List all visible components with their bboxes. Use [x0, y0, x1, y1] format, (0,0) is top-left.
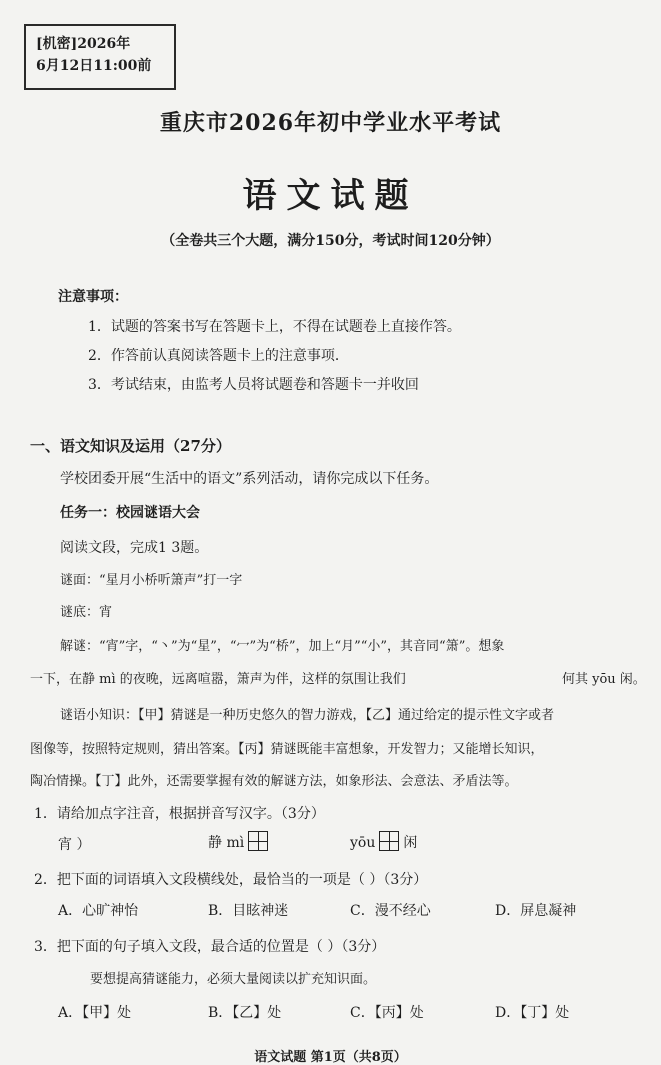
question-1-part-c-label: yōu: [350, 835, 376, 851]
knowledge-line-2: 图像等，按照特定规则，猜出答案。【丙】猜谜既能丰富想象，开发智力；又能增长知识，: [30, 742, 544, 757]
section-1-heading: 一、语文知识及运用（27分）: [30, 437, 231, 455]
explain-line-2b: 何其 yōu 闲。: [562, 672, 646, 687]
notes-item-1: 1．试题的答案书写在答题卡上，不得在试题卷上直接作答。: [88, 319, 461, 335]
task-1-title: 任务一：校园谜语大会: [60, 505, 200, 521]
question-2-option-c[interactable]: C．漫不经心: [350, 903, 431, 919]
question-2-option-d[interactable]: D．屏息凝神: [495, 903, 577, 919]
question-1-part-a: 宵 ）: [58, 837, 91, 853]
notes-item-2: 2．作答前认真阅读答题卡上的注意事项．: [88, 348, 349, 364]
read-instruction: 阅读文段，完成1 3题。: [60, 540, 209, 556]
subject-title: 语文试题: [242, 176, 419, 216]
question-3-stem: 3．把下面的句子填入文段，最合适的位置是（ ）（3分）: [34, 939, 386, 955]
question-2-option-b[interactable]: B．目眩神迷: [208, 903, 289, 919]
confidential-stamp-box: [24, 24, 176, 90]
confidential-line-2: 6月12日11:00前: [36, 58, 152, 74]
question-1-part-b: [208, 831, 268, 852]
question-1-part-c-suffix: 闲: [403, 835, 418, 851]
question-2-stem: 2．把下面的词语填入文段横线处，最恰当的一项是（ ）（3分）: [34, 872, 428, 888]
explain-line-1: 解谜：“宵”字，“丶”为“星”，“冖”为“桥”，加上“月”“小”，其音同“箫”。想象: [60, 639, 505, 654]
question-3-option-b[interactable]: B．【乙】处: [208, 1005, 282, 1021]
question-1-part-b-label: 静 mì: [208, 835, 245, 851]
exam-title: 重庆市2026年初中学业水平考试: [159, 110, 502, 136]
question-3-option-c[interactable]: C．【丙】处: [350, 1005, 424, 1021]
knowledge-line-3: 陶冶情操。【丁】此外，还需要掌握有效的解谜方法，如象形法、会意法、矛盾法等。: [30, 774, 518, 789]
question-3-sentence: 要想提高猜谜能力，必须大量阅读以扩充知识面。: [90, 972, 377, 987]
question-3-option-d[interactable]: D．【丁】处: [495, 1005, 570, 1021]
question-1-stem: 1．请给加点字注音，根据拼音写汉字。（3分）: [34, 806, 325, 822]
knowledge-line-1: 谜语小知识：【甲】猜谜是一种历史悠久的智力游戏，【乙】通过给定的提示性文字或者: [60, 708, 555, 723]
notes-heading: 注意事项：: [58, 289, 128, 305]
page-footer: 语文试题 第1页（共8页）: [254, 1050, 407, 1065]
tianzige-box-icon[interactable]: [379, 831, 399, 851]
confidential-line-1: [机密]2026年: [36, 36, 131, 52]
question-3-option-a[interactable]: A．【甲】处: [58, 1005, 132, 1021]
riddle-answer: 谜底：宵: [60, 605, 113, 620]
explain-line-2a: 一下，在静 mì 的夜晚，远离喧嚣，箫声为伴，这样的氛围让我们: [30, 672, 406, 687]
section-1-intro: 学校团委开展“生活中的语文”系列活动，请你完成以下任务。: [60, 471, 439, 487]
question-2-option-a[interactable]: A．心旷神怡: [58, 903, 139, 919]
tianzige-box-icon[interactable]: [248, 831, 268, 851]
question-1-part-c: [350, 831, 417, 852]
exam-info: （全卷共三个大题，满分150分，考试时间120分钟）: [161, 233, 500, 249]
notes-item-3: 3．考试结束，由监考人员将试题卷和答题卡一并收回: [88, 377, 419, 393]
riddle-face: 谜面：“星月小桥听箫声”打一字: [60, 573, 243, 588]
